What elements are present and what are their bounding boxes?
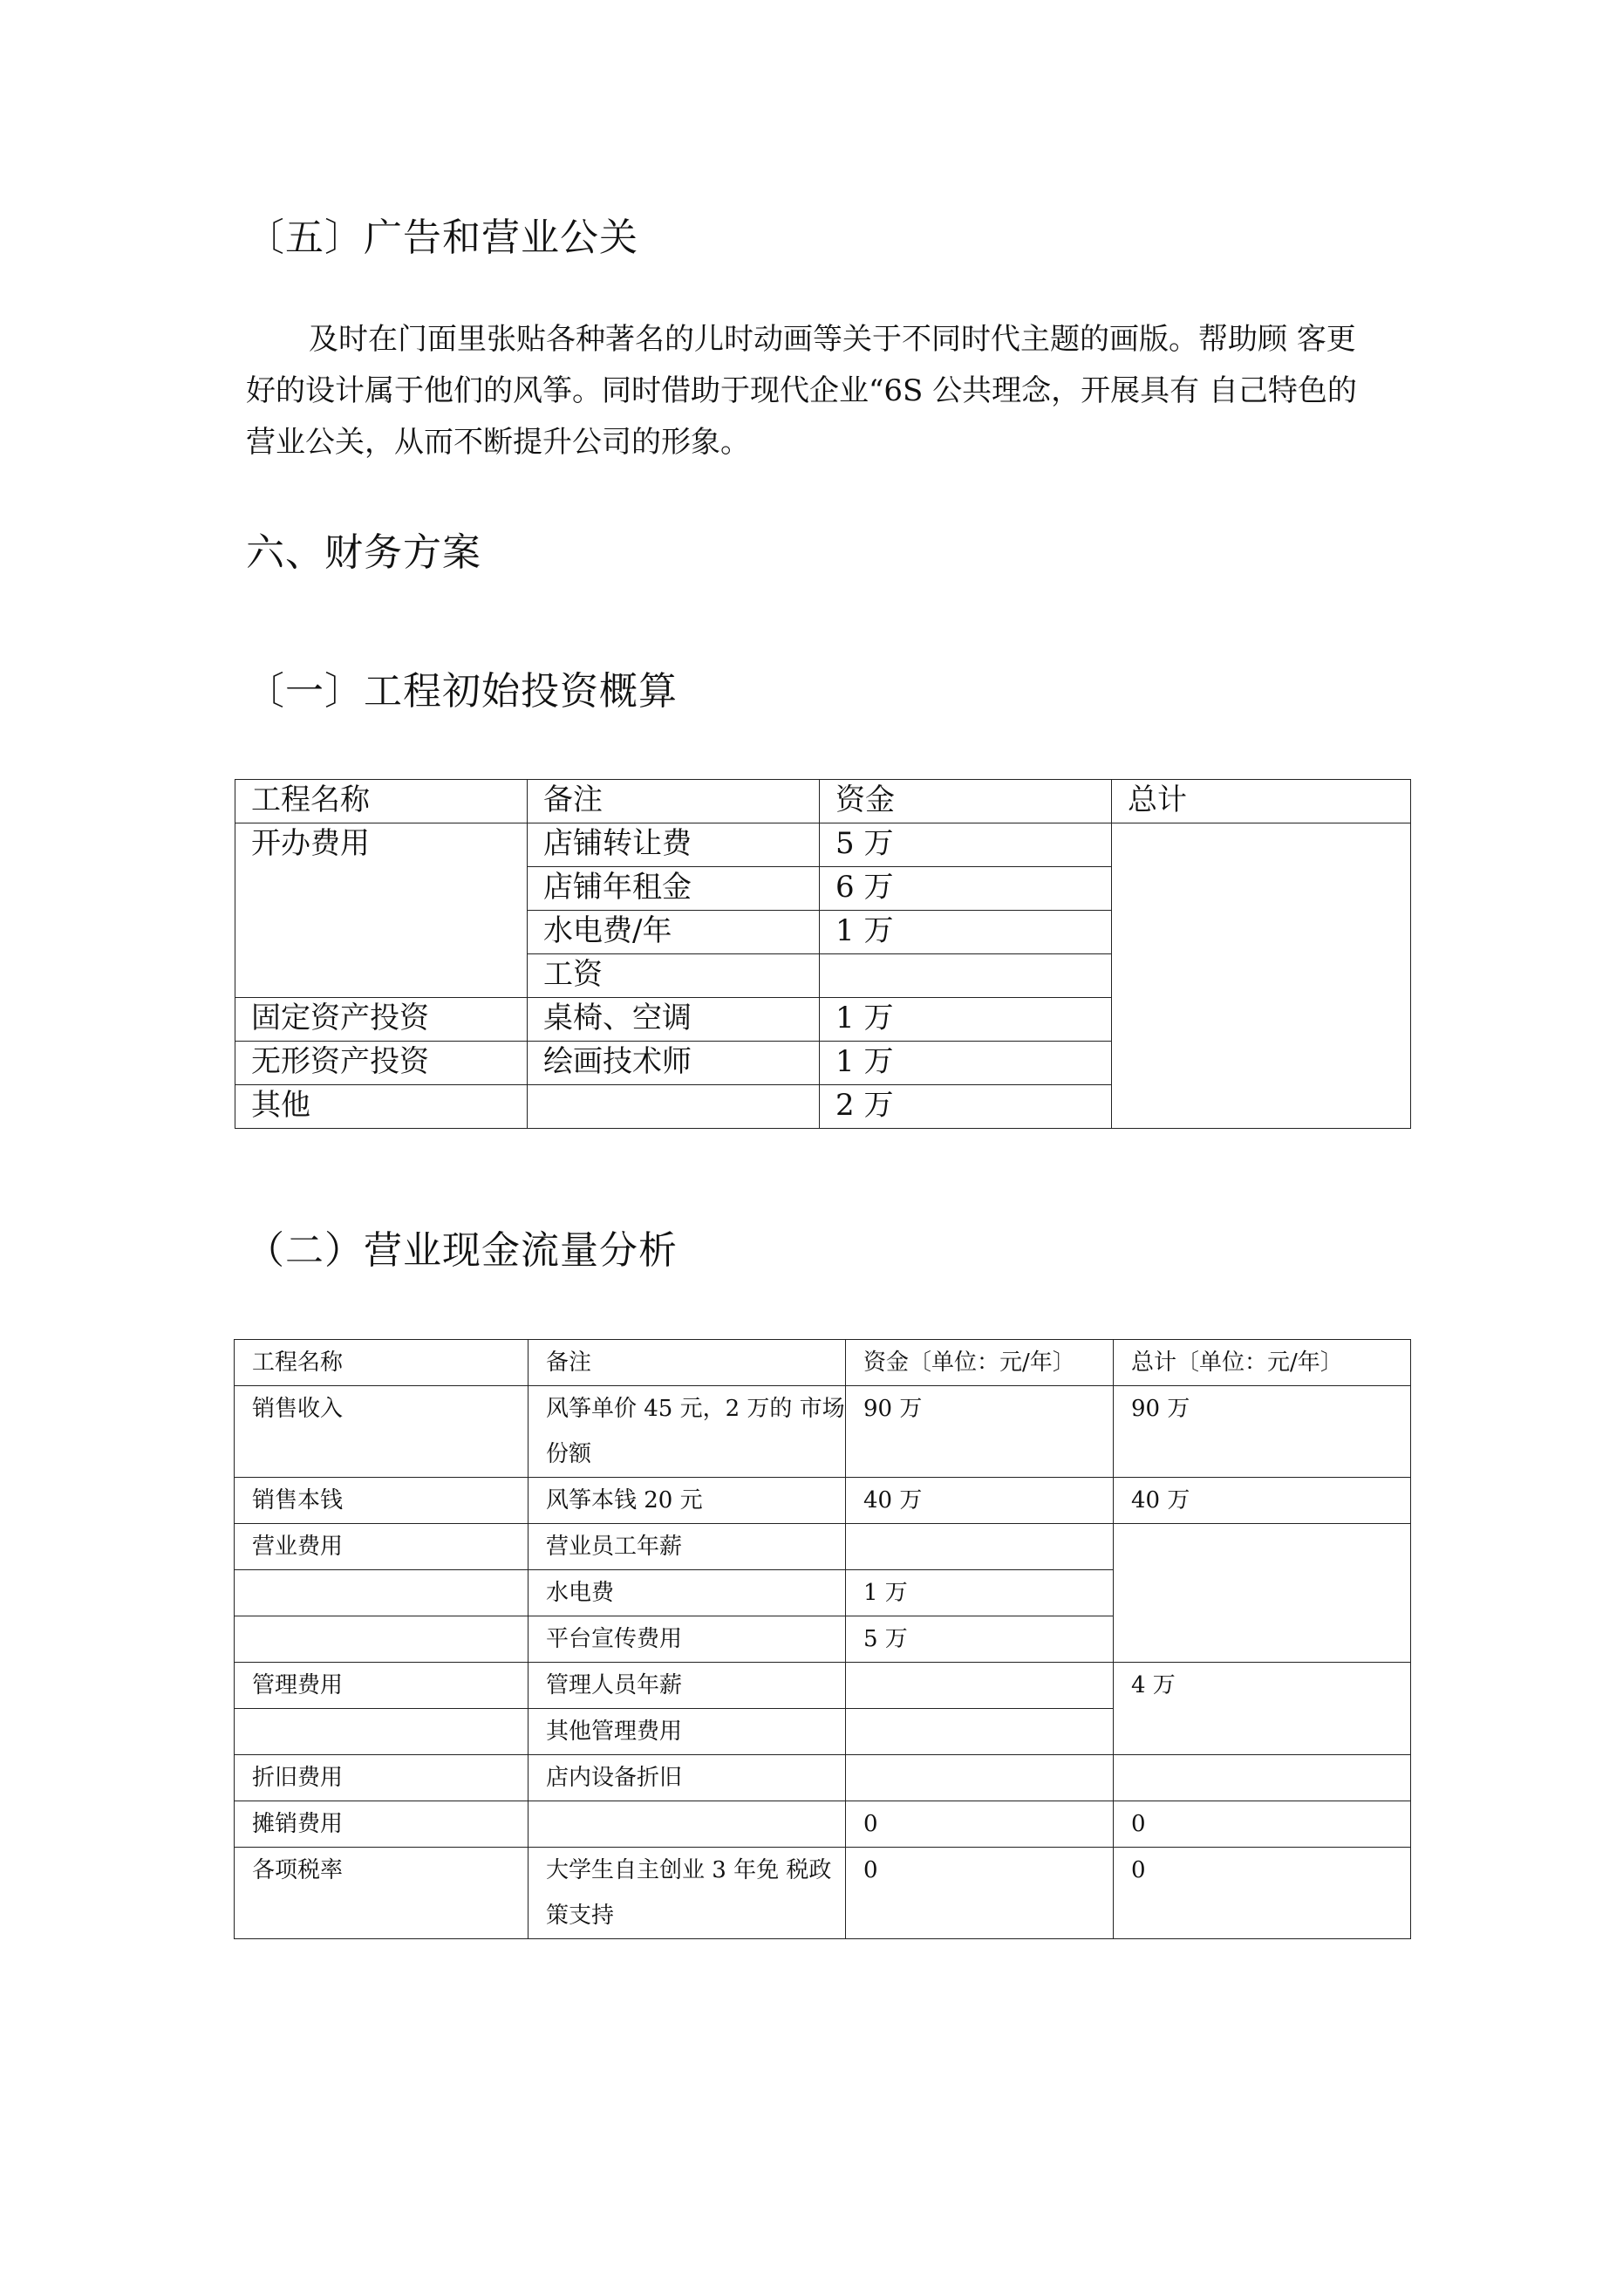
amount-cell: 1 万 [820, 1042, 1112, 1085]
paragraph-line-3: 营业公关，从而不断提升公司的形象。 [246, 425, 750, 460]
table-row [235, 1386, 1411, 1478]
table-row [235, 1755, 1411, 1801]
note-cell: 水电费 [528, 1570, 846, 1616]
note-cell: 桌椅、空调 [528, 998, 820, 1042]
note-cell: 店铺年租金 [528, 867, 820, 911]
note-cell: 工资 [528, 954, 820, 998]
note-cell: 其他管理费用 [528, 1709, 846, 1755]
item-name-cell: 摊销费用 [235, 1801, 528, 1848]
amount-cell: 90 万 [846, 1386, 1114, 1478]
header-cell: 总计〔单位：元/年〕 [1114, 1340, 1411, 1386]
item-name-cell: 销售本钱 [235, 1478, 528, 1524]
table-row [235, 1801, 1411, 1848]
note-cell: 店内设备折旧 [528, 1755, 846, 1801]
item-name-cell: 其他 [235, 1085, 528, 1129]
header-cell: 工程名称 [235, 780, 528, 823]
amount-cell [820, 954, 1112, 998]
section-heading-initial-investment: 〔一〕工程初始投资概算 [246, 669, 678, 714]
total-cell: 40 万 [1114, 1478, 1411, 1524]
total-cell [1112, 823, 1411, 1129]
total-cell [1114, 1755, 1411, 1801]
advertising-paragraph [246, 314, 1406, 468]
amount-cell: 0 [846, 1848, 1114, 1939]
initial-investment-table [235, 779, 1411, 1129]
header-cell: 工程名称 [235, 1340, 528, 1386]
item-name-cell: 固定资产投资 [235, 998, 528, 1042]
amount-cell: 5 万 [846, 1616, 1114, 1663]
note-cell: 店铺转让费 [528, 823, 820, 867]
table-row [235, 1524, 1411, 1570]
paragraph-line-2: 好的设计属于他们的风筝。同时借助于现代企业“6S 公共理念，开展具有 自己特色的 [246, 373, 1357, 408]
header-cell: 资金 [820, 780, 1112, 823]
section-heading-advertising: 〔五〕广告和营业公关 [246, 215, 638, 260]
total-cell: 0 [1114, 1801, 1411, 1848]
note-cell: 风筝单价 45 元，2 万的 市场份额 [528, 1386, 846, 1478]
item-name-cell [235, 1709, 528, 1755]
item-name-cell [235, 1570, 528, 1616]
total-cell: 90 万 [1114, 1386, 1411, 1478]
amount-cell: 6 万 [820, 867, 1112, 911]
table-row [235, 1848, 1411, 1939]
header-cell: 备注 [528, 780, 820, 823]
note-cell: 水电费/年 [528, 911, 820, 954]
note-cell: 风筝本钱 20 元 [528, 1478, 846, 1524]
item-name-cell: 销售收入 [235, 1386, 528, 1478]
amount-cell: 1 万 [820, 911, 1112, 954]
note-cell: 平台宣传费用 [528, 1616, 846, 1663]
amount-cell [846, 1755, 1114, 1801]
amount-cell: 0 [846, 1801, 1114, 1848]
table-row [235, 1663, 1411, 1709]
header-cell: 总计 [1112, 780, 1411, 823]
amount-cell: 1 万 [846, 1570, 1114, 1616]
amount-cell: 5 万 [820, 823, 1112, 867]
total-cell: 0 [1114, 1848, 1411, 1939]
amount-cell [846, 1709, 1114, 1755]
section-heading-cash-flow: （二）营业现金流量分析 [246, 1228, 678, 1273]
note-cell: 大学生自主创业 3 年免 税政策支持 [528, 1848, 846, 1939]
note-cell [528, 1801, 846, 1848]
header-cell: 资金〔单位：元/年〕 [846, 1340, 1114, 1386]
header-cell: 备注 [528, 1340, 846, 1386]
note-cell: 绘画技术师 [528, 1042, 820, 1085]
cash-flow-table [234, 1339, 1411, 1939]
amount-cell: 1 万 [820, 998, 1112, 1042]
table-row [235, 1478, 1411, 1524]
item-name-cell: 无形资产投资 [235, 1042, 528, 1085]
note-cell [528, 1085, 820, 1129]
item-name-cell: 开办费用 [235, 823, 528, 998]
paragraph-line-1: 及时在门面里张贴各种著名的儿时动画等关于不同时代主题的画版。帮助顾 客更 [309, 322, 1356, 357]
item-name-cell [235, 1616, 528, 1663]
section-heading-finance: 六、财务方案 [246, 530, 481, 575]
amount-cell [846, 1524, 1114, 1570]
amount-cell [846, 1663, 1114, 1709]
note-cell: 管理人员年薪 [528, 1663, 846, 1709]
total-cell: 4 万 [1114, 1663, 1411, 1755]
total-cell [1114, 1524, 1411, 1663]
table-header-row [235, 1340, 1411, 1386]
item-name-cell: 管理费用 [235, 1663, 528, 1709]
item-name-cell: 营业费用 [235, 1524, 528, 1570]
item-name-cell: 各项税率 [235, 1848, 528, 1939]
table-header-row [235, 780, 1411, 823]
amount-cell: 2 万 [820, 1085, 1112, 1129]
item-name-cell: 折旧费用 [235, 1755, 528, 1801]
table-row [235, 823, 1411, 867]
note-cell: 营业员工年薪 [528, 1524, 846, 1570]
amount-cell: 40 万 [846, 1478, 1114, 1524]
